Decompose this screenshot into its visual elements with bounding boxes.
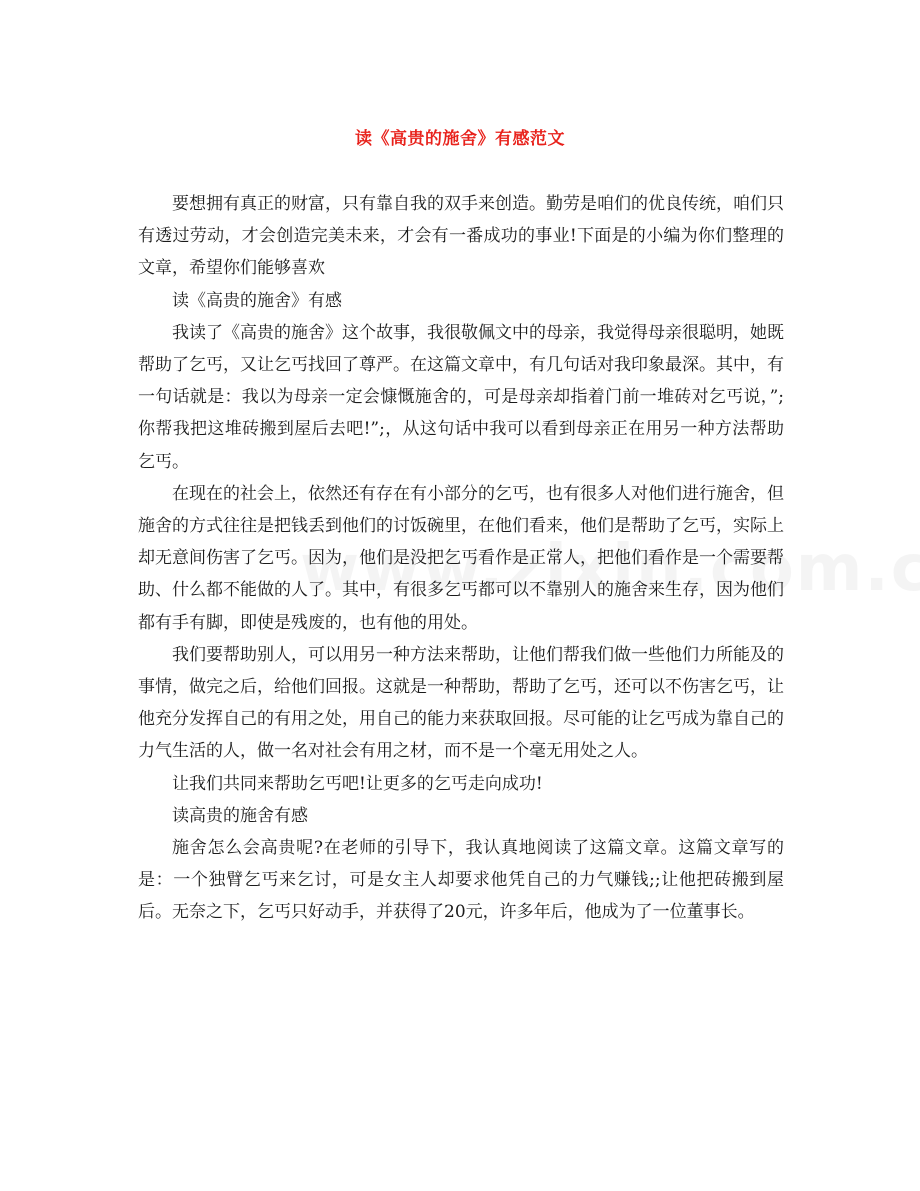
body-paragraph: 我读了《高贵的施舍》这个故事，我很敬佩文中的母亲，我觉得母亲很聪明，她既帮助了乞丐，又让乞丐找回了尊严。在这篇文章中，有几句话对我印象最深。其中，有一句话就是：我以为母亲一定会慷慨施舍的，可是母亲却指着门前一堆砖对乞丐说，”;你帮我把这堆砖搬到屋后去吧!”;，从这句话中我可以看到母亲正在用另一种方法帮助乞丐。 (138, 322, 784, 472)
body-paragraph: 在现在的社会上，依然还有存在有小部分的乞丐，也有很多人对他们进行施舍，但施舍的方式往往是把钱丢到他们的讨饭碗里，在他们看来，他们是帮助了乞丐，实际上却无意间伤害了乞丐。因为，他们是没把乞丐看作是正常人，把他们看作是一个需要帮助、什么都不能做的人了。其中，有很多乞丐都可以不靠别人的施舍来生存，因为他们都有手有脚，即使是残废的，也有他的用处。 (138, 483, 784, 633)
body-paragraph: 让我们共同来帮助乞丐吧!让更多的乞丐走向成功! (172, 773, 543, 794)
document-body (138, 188, 784, 929)
body-paragraph: 我们要帮助别人，可以用另一种方法来帮助，让他们帮我们做一些他们力所能及的事情，做完之后，给他们回报。这就是一种帮助，帮助了乞丐，还可以不伤害乞丐，让他充分发挥自己的有用之处，用自己的能力来获取回报。尽可能的让乞丐成为靠自己的力气生活的人，做一名对社会有用之材，而不是一个毫无用处之人。 (138, 644, 784, 762)
intro-paragraph: 要想拥有真正的财富，只有靠自我的双手来创造。勤劳是咱们的优良传统，咱们只有透过劳动，才会创造完美未来，才会有一番成功的事业!下面是的小编为你们整理的文章，希望你们能够喜欢 (138, 194, 784, 279)
section-heading: 读高贵的施舍有感 (172, 805, 308, 826)
document-title: 读《高贵的施舍》有感范文 (355, 129, 565, 149)
section-heading: 读《高贵的施舍》有感 (172, 290, 342, 311)
body-paragraph: 施舍怎么会高贵呢?在老师的引导下，我认真地阅读了这篇文章。这篇文章写的是：一个独臂乞丐来乞讨，可是女主人却要求他凭自己的力气赚钱;;让他把砖搬到屋后。无奈之下，乞丐只好动手，并获得了20元，许多年后，他成为了一位董事长。 (138, 838, 784, 923)
